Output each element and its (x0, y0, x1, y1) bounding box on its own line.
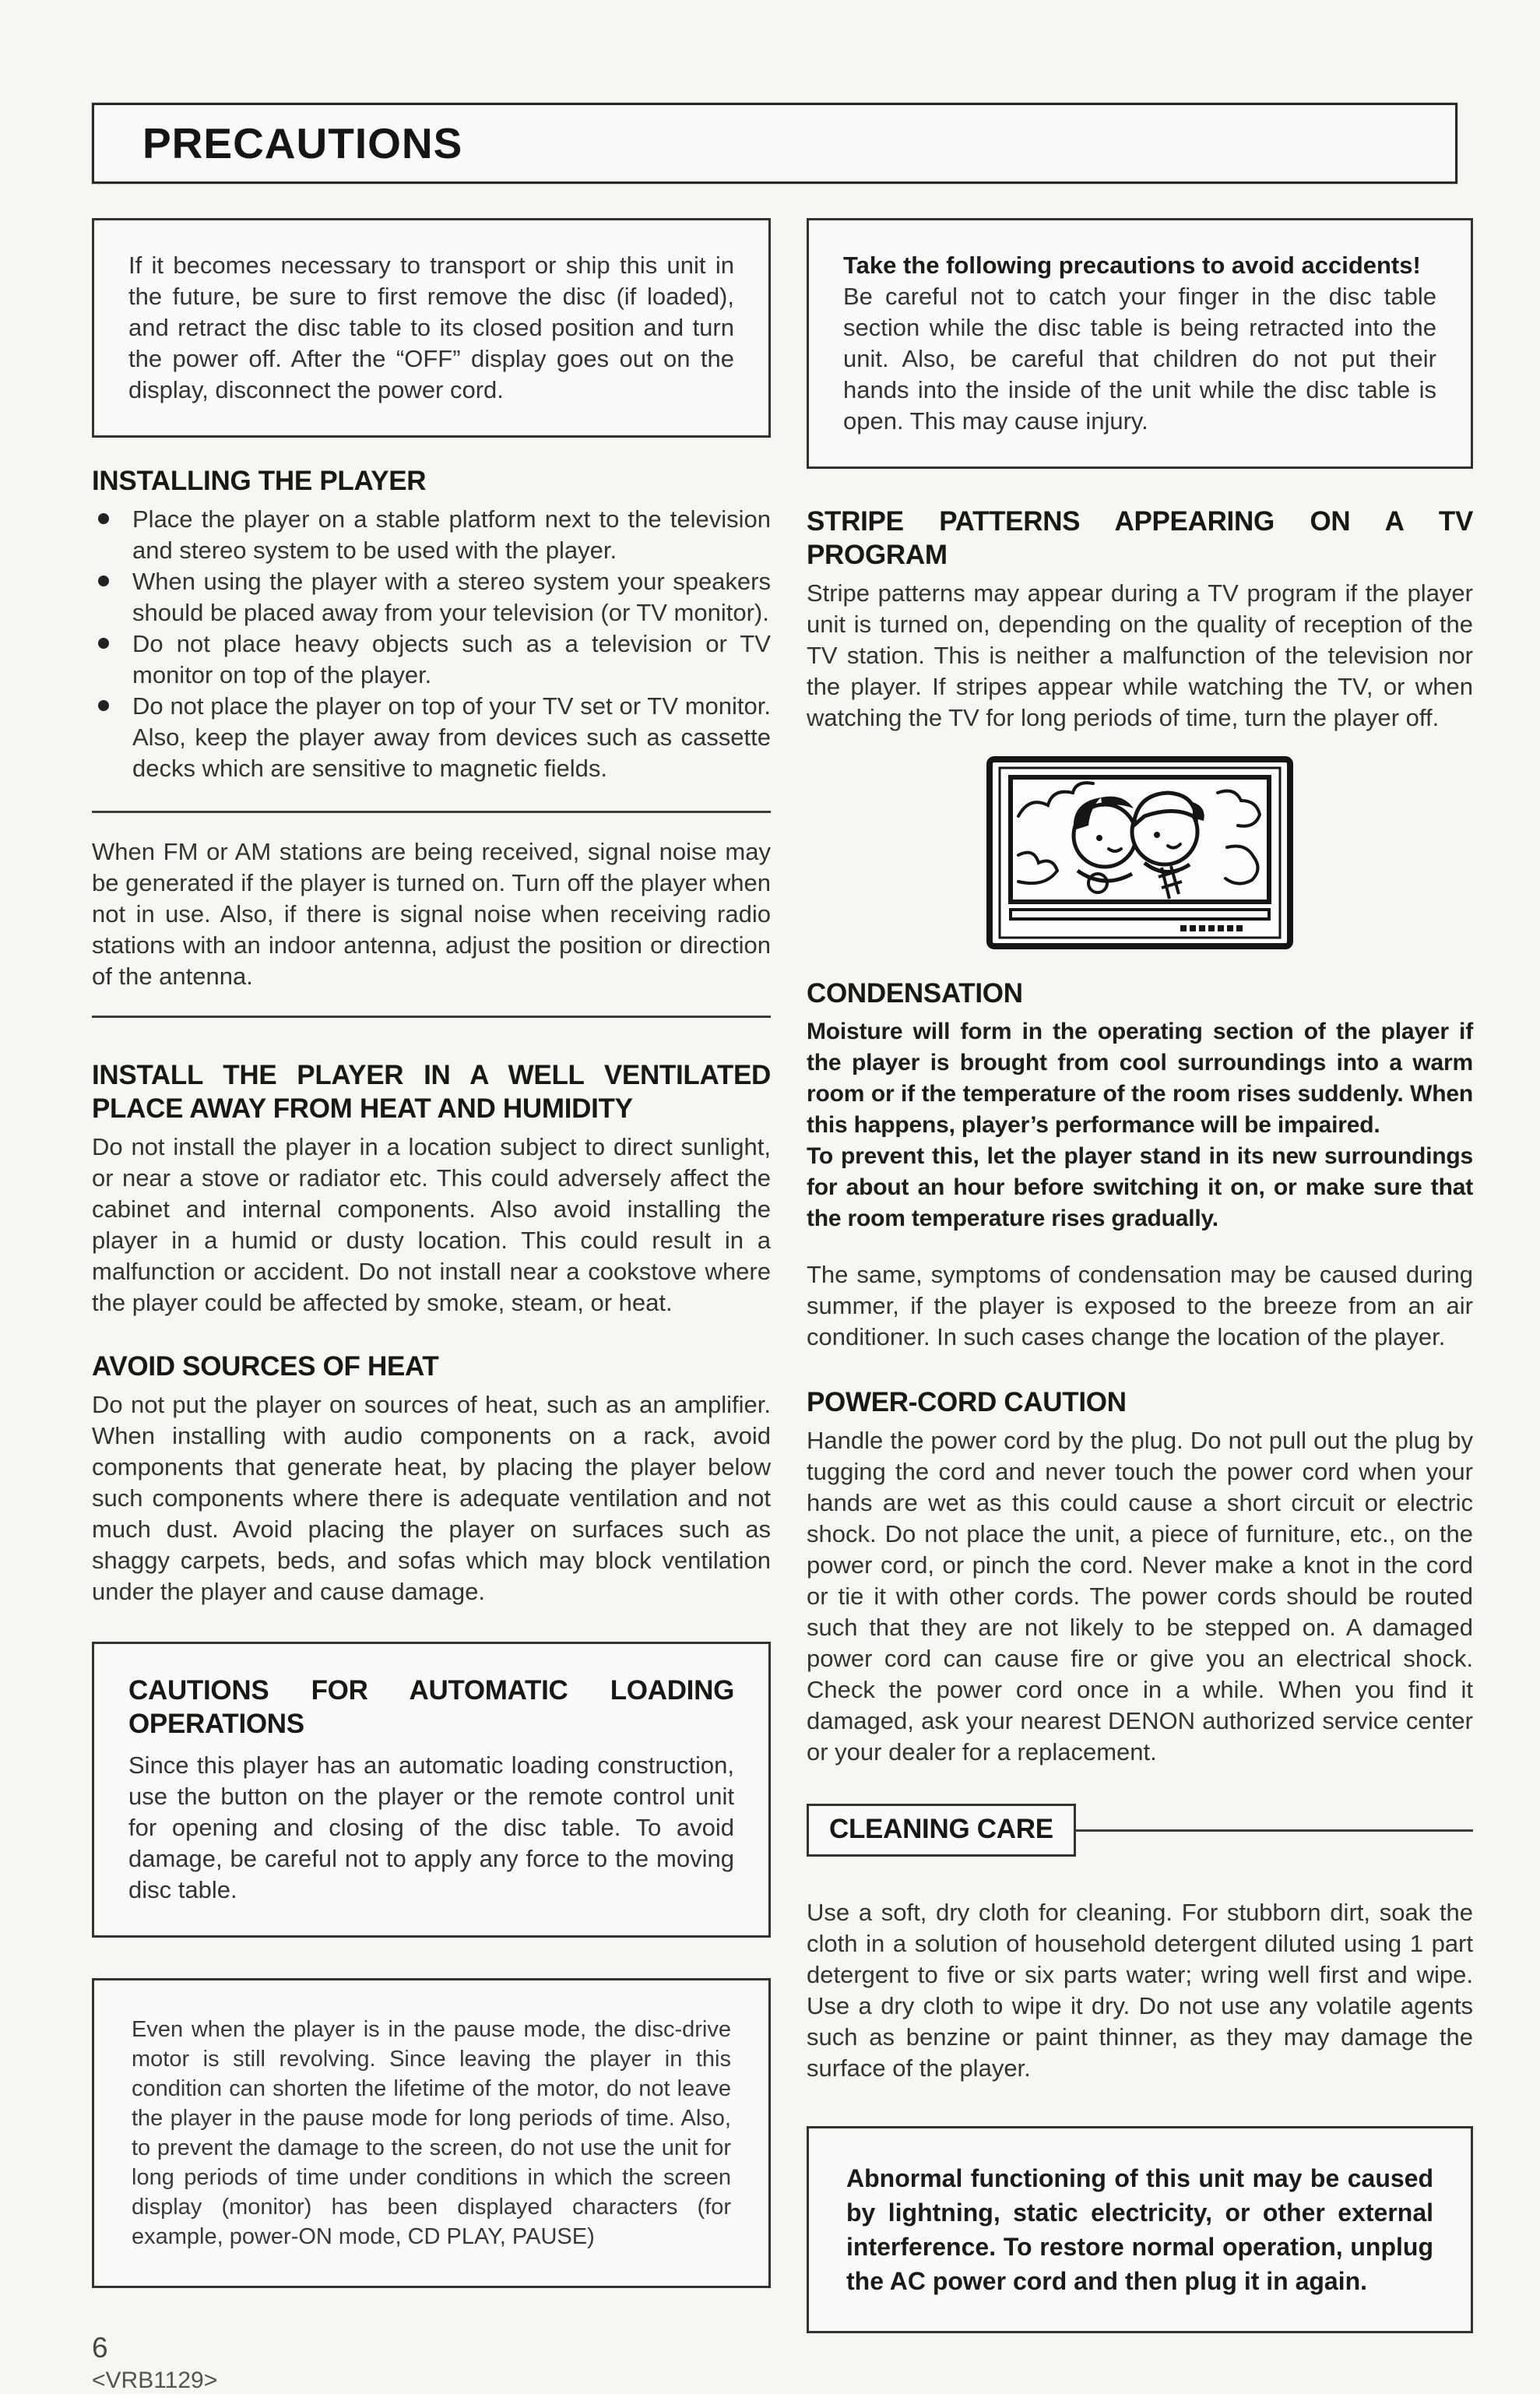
two-column-layout (92, 218, 1471, 2394)
condensation-heading: CONDENSATION (807, 978, 1023, 1009)
fm-am-note-text: When FM or AM stations are being received, signal noise may be generated if the player is turned on. Turn off the player when not in use. Also, if there is signal noise when receiving radio stations with an indoor antenna, adjust the position or direction of the antenna. (92, 838, 771, 990)
bullet-text: Do not place heavy objects such as a television or TV monitor on top of the player. (132, 630, 771, 688)
installing-heading: INSTALLING THE PLAYER (92, 466, 427, 496)
stripe-heading: STRIPE PATTERNS APPEARING ON A TV PROGRAM (807, 506, 1473, 570)
page-title: PRECAUTIONS (142, 119, 463, 167)
cleaning-care-label-box (807, 1804, 1076, 1857)
list-item (92, 566, 771, 628)
list-item (92, 504, 771, 566)
tv-illustration (984, 754, 1296, 956)
abnormal-function-text: Abnormal functioning of this unit may be caused by lightning, static electricity, or other external interference. To restore normal operation, unplug the AC power cord and then plug it in again. (846, 2164, 1433, 2295)
bullet-icon (98, 513, 109, 524)
cleaning-care-body: Use a soft, dry cloth for cleaning. For stubborn dirt, soak the cloth in a solution of household detergent diluted using 1 part detergent to five or six parts water; wring well first and wipe. Use a dry cloth to wipe it dry. Do not use any volatile agents such as benzine or paint thinner, as they may damage the surface of the player. (807, 1899, 1473, 2082)
auto-loading-heading: CAUTIONS FOR AUTOMATIC LOADING OPERATIONS (128, 1675, 734, 1739)
bullet-icon (98, 700, 109, 711)
section-installing-the-player (92, 464, 771, 784)
bullet-text: Do not place the player on top of your TV set or TV monitor. Also, keep the player away from devices such as cassette decks which are sensitive to magnetic fields. (132, 692, 771, 782)
ventilated-body: Do not install the player in a location subject to direct sunlight, or near a stove or radiator etc. This could adversely affect the cabinet and internal components. Also avoid installing the player in a humid or dusty location. This could result in a malfunction or accident. Do not install near a cookstove where the player could be affected by smoke, steam, or heat. (92, 1133, 771, 1316)
pause-mode-note-text: Even when the player is in the pause mode, the disc-drive motor is still revolving. Since leaving the player in this condition can shorten the lifetime of the motor, do not leave the player in the pause mode for long periods of time. Also, to prevent the damage to the screen, do not use the unit for long periods of time under conditions in which the screen display (monitor) has been displayed characters (for example, power-ON mode, CD PLAY, PAUSE) (132, 2017, 731, 2249)
accident-warning-box (807, 218, 1473, 469)
list-item (92, 628, 771, 691)
avoid-heat-heading: AVOID SOURCES OF HEAT (92, 1351, 439, 1382)
right-column (807, 218, 1473, 2333)
power-cord-heading: POWER-CORD CAUTION (807, 1387, 1127, 1417)
cleaning-care-label-row (807, 1804, 1473, 1857)
installing-bullet-list (92, 504, 771, 784)
accident-warning-lead: Take the following precautions to avoid accidents! (843, 252, 1421, 279)
left-column (92, 218, 771, 2394)
bullet-icon (98, 576, 109, 586)
transport-note-box (92, 218, 771, 438)
avoid-heat-body: Do not put the player on sources of heat, such as an amplifier. When installing with audio components on a rack, avoid components that generate heat, by placing the player below such components where there is adequate ventilation and not much dust. Avoid placing the player on surfaces such as shaggy carpets, beds, and sofas which may block ventilation under the player and cause damage. (92, 1391, 771, 1605)
condensation-bold-1: Moisture will form in the operating section of the player if the player is brought from cool surroundings into a warm room or if the temperature of the room rises suddenly. When this happens, player’s performance will be impaired. (807, 1019, 1473, 1138)
section-stripe-patterns (807, 505, 1473, 734)
page-title-box (92, 103, 1457, 184)
section-well-ventilated (92, 1058, 771, 1318)
section-avoid-heat (92, 1350, 771, 1607)
transport-note-text: If it becomes necessary to transport or ship this unit in the future, be sure to first remove the disc (if loaded), and retract the disc table to its closed position and turn the power off. After the “OFF” display goes out on the display, disconnect the power cord. (128, 252, 734, 403)
auto-loading-cautions-box (92, 1642, 771, 1938)
cleaning-care-label: CLEANING CARE (829, 1814, 1053, 1844)
stripe-body: Stripe patterns may appear during a TV program if the player unit is turned on, depending on the quality of reception of the TV station. This is neither a malfunction of the television nor the player. If stripes appear while watching the TV, or when watching the TV for long periods of time, turn the player off. (807, 579, 1473, 731)
ventilated-heading: INSTALL THE PLAYER IN A WELL VENTILATED PLACE AWAY FROM HEAT AND HUMIDITY (92, 1060, 771, 1124)
section-condensation (807, 977, 1473, 1353)
bullet-text: Place the player on a stable platform next to the television and stereo system to be used with the player. (132, 505, 771, 564)
list-item (92, 691, 771, 784)
section-power-cord (807, 1385, 1473, 1768)
page-number: 6 (92, 2332, 108, 2364)
divider (92, 1016, 771, 1018)
power-cord-body: Handle the power cord by the plug. Do not pull out the plug by tugging the cord and never touch the power cord when your hands are wet as this could cause a short circuit or electric shock. Do not place the unit, a piece of furniture, etc., on the power cord, or pinch the cord. Never make a knot in the cord or tie it with other cords. The power cords should be routed such that they are not likely to be stepped on. A damaged power cord can cause fire or give you an electrical shock. Check the power cord once in a while. When you find it damaged, ask your nearest DENON authorized service center or your dealer for a replacement. (807, 1427, 1473, 1766)
bullet-icon (98, 638, 109, 649)
divider (92, 811, 771, 813)
accident-warning-body: Be careful not to catch your finger in the disc table section while the disc table is being retracted into the unit. Also, be careful that children do not put their hands into the inside of the unit while the disc table is open. This may cause injury. (843, 283, 1436, 435)
condensation-body: The same, symptoms of condensation may be caused during summer, if the player is exposed to the breeze from an air conditioner. In such cases change the location of the player. (807, 1261, 1473, 1350)
page-footer (92, 2332, 771, 2394)
abnormal-function-box (807, 2126, 1473, 2333)
tv-buttons-icon (1180, 925, 1243, 931)
cleaning-care-rule (1076, 1829, 1473, 1832)
condensation-bold-2: To prevent this, let the player stand in its new surroundings for about an hour before switching it on, or make sure that the room temperature rises gradually. (807, 1143, 1473, 1231)
document-code: <VRB1129> (92, 2368, 218, 2393)
pause-mode-note-box (92, 1978, 771, 2288)
bullet-text: When using the player with a stereo system your speakers should be placed away from your television (or TV monitor). (132, 568, 771, 626)
auto-loading-body: Since this player has an automatic loading construction, use the button on the player or the remote control unit for opening and closing of the disc table. To avoid damage, be careful not to apply any force to the moving disc table. (128, 1751, 734, 1903)
